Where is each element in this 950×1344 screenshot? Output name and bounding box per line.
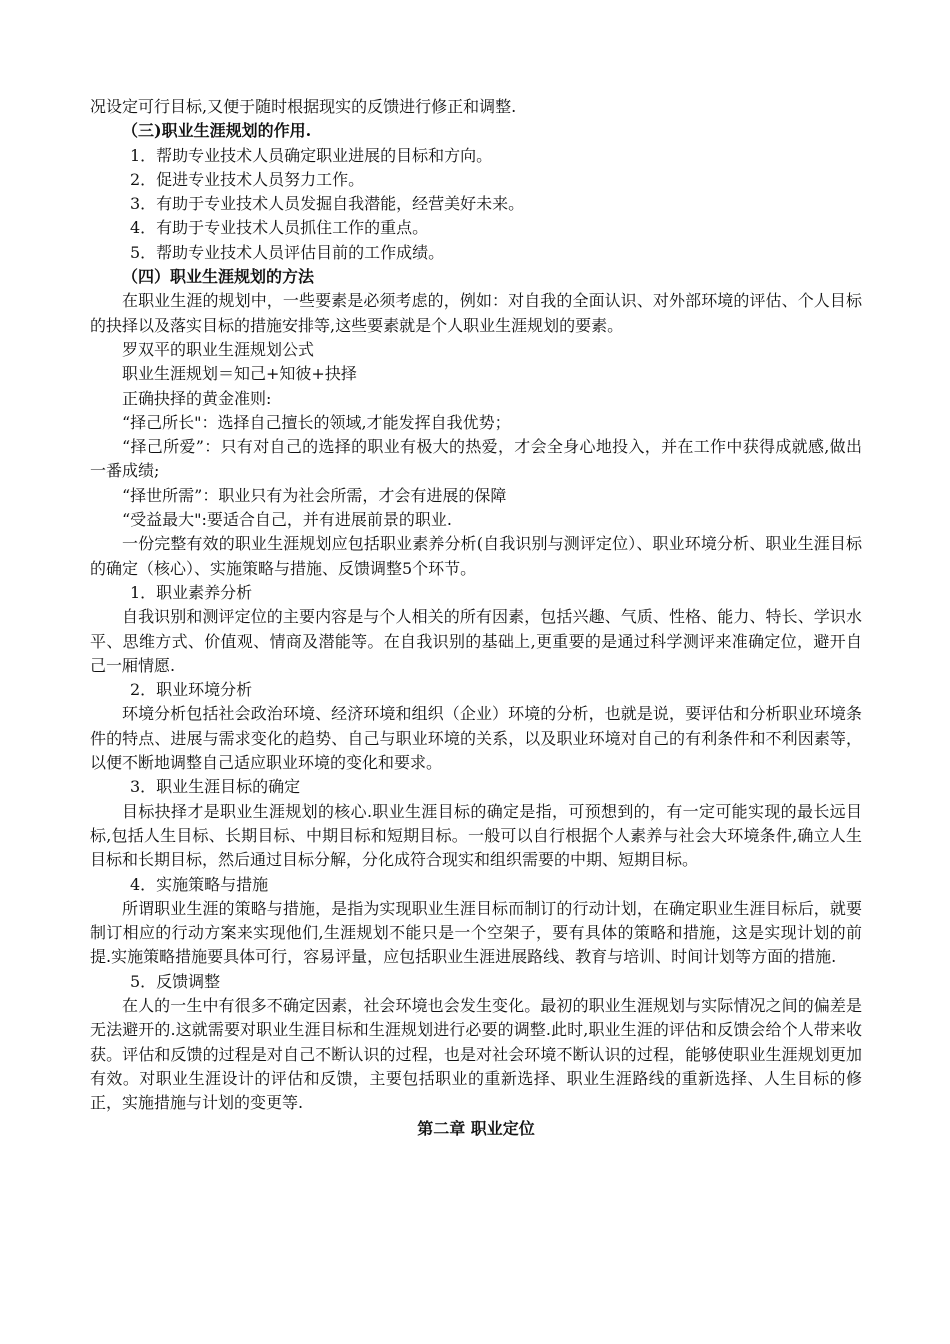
section3-item: 3．有助于专业技术人员发掘自我潜能，经营美好未来。 — [130, 194, 525, 214]
step-body: 自我识别和测评定位的主要内容是与个人相关的所有因素，包括兴趣、气质、性格、能力、特长、学识水平、思维方式、价值观、情商及潜能等。在自我识别的基础上,更重要的是通过科学测评来准确定位，避开自己一厢情愿. — [90, 607, 862, 675]
step-body: 所谓职业生涯的策略与措施，是指为实现职业生涯目标而制订的行动计划，在确定职业生涯目标后，就要制订相应的行动方案来实现他们,生涯规划不能只是一个空架子，要有具体的策略和措施，这是实现计划的前提.实施策略措施要具体可行，容易评量，应包括职业生涯进展路线、教育与培训、时间计划等方面的措施. — [90, 898, 862, 967]
formula-text: 职业生涯规划＝知己+知彼+抉择 — [122, 364, 357, 384]
rule-item: “择己所爱”：只有对自己的选择的职业有极大的热爱，才会全身心地投入，并在工作中获得成就感,做出一番成绩; — [90, 437, 862, 481]
step-body: 环境分析包括社会政治环境、经济环境和组织（企业）环境的分析，也就是说，要评估和分析职业环境条件的特点、进展与需求变化的趋势、自己与职业环境的关系，以及职业环境对自己的有利条件和不利因素等，以便不断地调整自己适应职业环境的变化和要求。 — [90, 704, 862, 773]
rules-title: 正确抉择的黄金准则: — [122, 388, 272, 408]
intro-tail-text: 况设定可行目标,又便于随时根据现实的反馈进行修正和调整. — [90, 97, 517, 116]
step-body: 在人的一生中有很多不确定因素，社会环境也会发生变化。最初的职业生涯规划与实际情况之间的偏差是无法避开的.这就需要对职业生涯目标和生涯规划进行必要的调整.此时,职业生涯的评估和反馈会给个人带来收获。评估和反馈的过程是对自己不断认识的过程，也是对社会环境不断认识的过程，能够使职业生涯规划更加有效。对职业生涯设计的评估和反馈，主要包括职业的重新选择、职业生涯路线的重新选择、人生目标的修正，实施措施与计划的变更等. — [90, 995, 862, 1113]
formula-title: 罗双平的职业生涯规划公式 — [122, 339, 315, 359]
chapter-title: 第二章 职业定位 — [417, 1119, 535, 1139]
step-title: 5．反馈调整 — [130, 971, 221, 991]
section3-item: 5．帮助专业技术人员评估目前的工作成绩。 — [130, 242, 445, 262]
section4-heading: （四）职业生涯规划的方法 — [122, 267, 315, 287]
rule-item: “择世所需”：职业只有为社会所需，才会有进展的保障 — [122, 485, 507, 505]
section3-item: 2．促进专业技术人员努力工作。 — [130, 169, 365, 189]
section4-paragraph: 在职业生涯的规划中，一些要素是必须考虑的，例如：对自我的全面认识、对外部环境的评估、个人目标的抉择以及落实目标的措施安排等,这些要素就是个人职业生涯规划的要素。 — [90, 291, 862, 335]
section3-heading: （三)职业生涯规划的作用. — [122, 121, 312, 141]
step-title: 1．职业素养分析 — [130, 582, 253, 602]
rule-item: “择己所长"：选择自己擅长的领域,才能发挥自我优势； — [122, 412, 511, 432]
step-title: 4．实施策略与措施 — [130, 874, 269, 894]
section3-item: 1．帮助专业技术人员确定职业进展的目标和方向。 — [130, 145, 493, 165]
rule-item: “受益最大":要适合自己，并有进展前景的职业. — [122, 510, 453, 530]
step-title: 2．职业环境分析 — [130, 680, 253, 700]
step-body: 目标抉择才是职业生涯规划的核心.职业生涯目标的确定是指，可预想到的，有一定可能实现的最长远目标,包括人生目标、长期目标、中期目标和短期目标。一般可以自行根据个人素养与社会大环境条件,确立人生目标和长期目标，然后通过目标分解，分化成符合现实和组织需要的中期、短期目标。 — [90, 801, 862, 870]
document-page — [90, 95, 862, 1142]
step-title: 3．职业生涯目标的确定 — [130, 777, 301, 797]
section4-paragraph: 一份完整有效的职业生涯规划应包括职业素养分析(自我识别与测评定位）、职业环境分析、职业生涯目标的确定（核心）、实施策略与措施、反馈调整5个环节。 — [90, 534, 862, 578]
section3-item: 4．有助于专业技术人员抓住工作的重点。 — [130, 218, 429, 238]
